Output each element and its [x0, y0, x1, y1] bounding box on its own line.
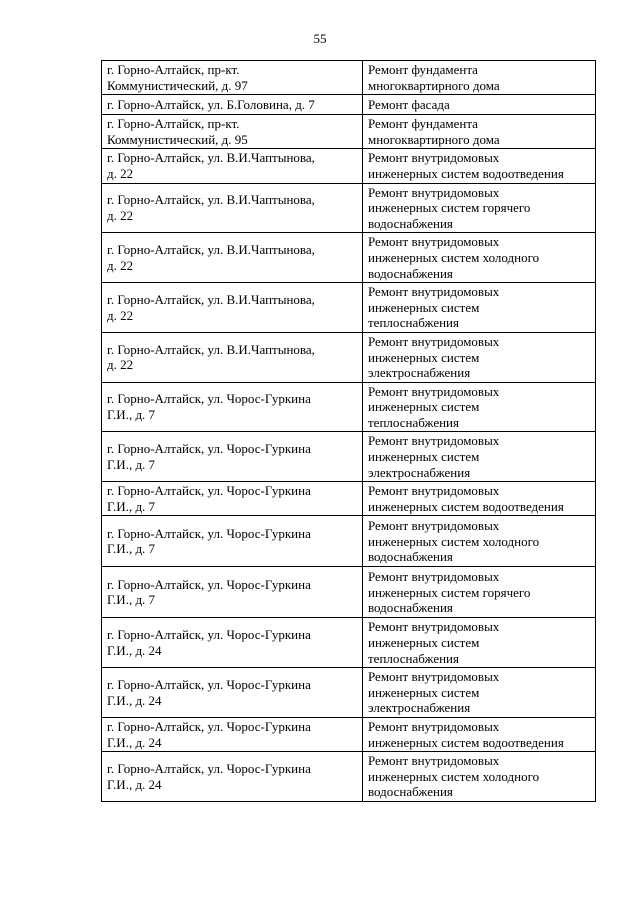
address-cell: г. Горно-Алтайск, ул. Чорос-Гуркина Г.И., д. 7	[102, 567, 363, 618]
work-type-cell: Ремонт внутридомовых инженерных систем теплоснабжения	[363, 382, 596, 432]
address-cell: г. Горно-Алтайск, ул. Б.Головина, д. 7	[102, 95, 363, 115]
work-type-cell: Ремонт внутридомовых инженерных систем теплоснабжения	[363, 283, 596, 333]
work-type-cell: Ремонт фундамента многоквартирного дома	[363, 61, 596, 95]
address-cell: г. Горно-Алтайск, ул. В.И.Чаптынова, д. 22	[102, 149, 363, 183]
table-row	[102, 332, 596, 382]
table-row	[102, 95, 596, 115]
table-row	[102, 567, 596, 618]
table-row	[102, 668, 596, 718]
address-cell: г. Горно-Алтайск, ул. Чорос-Гуркина Г.И., д. 24	[102, 718, 363, 752]
table-row	[102, 482, 596, 516]
address-cell: г. Горно-Алтайск, ул. В.И.Чаптынова, д. 22	[102, 233, 363, 283]
work-type-cell: Ремонт внутридомовых инженерных систем водоотведения	[363, 718, 596, 752]
work-type-cell: Ремонт внутридомовых инженерных систем горячего водоснабжения	[363, 183, 596, 233]
address-cell: г. Горно-Алтайск, ул. В.И.Чаптынова, д. 22	[102, 183, 363, 233]
works-table-body	[102, 61, 596, 802]
work-type-cell: Ремонт внутридомовых инженерных систем электроснабжения	[363, 432, 596, 482]
table-row	[102, 382, 596, 432]
address-cell: г. Горно-Алтайск, пр-кт. Коммунистический, д. 97	[102, 61, 363, 95]
table-row	[102, 183, 596, 233]
work-type-cell: Ремонт внутридомовых инженерных систем водоотведения	[363, 149, 596, 183]
table-row	[102, 618, 596, 668]
work-type-cell: Ремонт внутридомовых инженерных систем электроснабжения	[363, 668, 596, 718]
address-cell: г. Горно-Алтайск, ул. Чорос-Гуркина Г.И., д. 7	[102, 382, 363, 432]
address-cell: г. Горно-Алтайск, ул. Чорос-Гуркина Г.И., д. 7	[102, 482, 363, 516]
work-type-cell: Ремонт внутридомовых инженерных систем холодного водоснабжения	[363, 516, 596, 567]
work-type-cell: Ремонт внутридомовых инженерных систем теплоснабжения	[363, 618, 596, 668]
work-type-cell: Ремонт внутридомовых инженерных систем холодного водоснабжения	[363, 233, 596, 283]
page-number: 55	[313, 31, 327, 46]
work-type-cell: Ремонт внутридомовых инженерных систем холодного водоснабжения	[363, 752, 596, 802]
address-cell: г. Горно-Алтайск, ул. Чорос-Гуркина Г.И., д. 7	[102, 516, 363, 567]
work-type-cell: Ремонт внутридомовых инженерных систем водоотведения	[363, 482, 596, 516]
work-type-cell: Ремонт фундамента многоквартирного дома	[363, 115, 596, 149]
work-type-cell: Ремонт внутридомовых инженерных систем горячего водоснабжения	[363, 567, 596, 618]
address-cell: г. Горно-Алтайск, ул. В.И.Чаптынова, д. 22	[102, 332, 363, 382]
work-type-cell: Ремонт фасада	[363, 95, 596, 115]
table-row	[102, 752, 596, 802]
work-type-cell: Ремонт внутридомовых инженерных систем электроснабжения	[363, 332, 596, 382]
address-cell: г. Горно-Алтайск, пр-кт. Коммунистический, д. 95	[102, 115, 363, 149]
table-row	[102, 718, 596, 752]
table-row	[102, 61, 596, 95]
table-row	[102, 149, 596, 183]
table-row	[102, 516, 596, 567]
address-cell: г. Горно-Алтайск, ул. Чорос-Гуркина Г.И., д. 24	[102, 618, 363, 668]
works-table	[101, 60, 596, 802]
address-cell: г. Горно-Алтайск, ул. Чорос-Гуркина Г.И., д. 24	[102, 752, 363, 802]
table-row	[102, 283, 596, 333]
table-row	[102, 115, 596, 149]
table-row	[102, 233, 596, 283]
address-cell: г. Горно-Алтайск, ул. Чорос-Гуркина Г.И., д. 7	[102, 432, 363, 482]
address-cell: г. Горно-Алтайск, ул. Чорос-Гуркина Г.И., д. 24	[102, 668, 363, 718]
table-row	[102, 432, 596, 482]
address-cell: г. Горно-Алтайск, ул. В.И.Чаптынова, д. 22	[102, 283, 363, 333]
